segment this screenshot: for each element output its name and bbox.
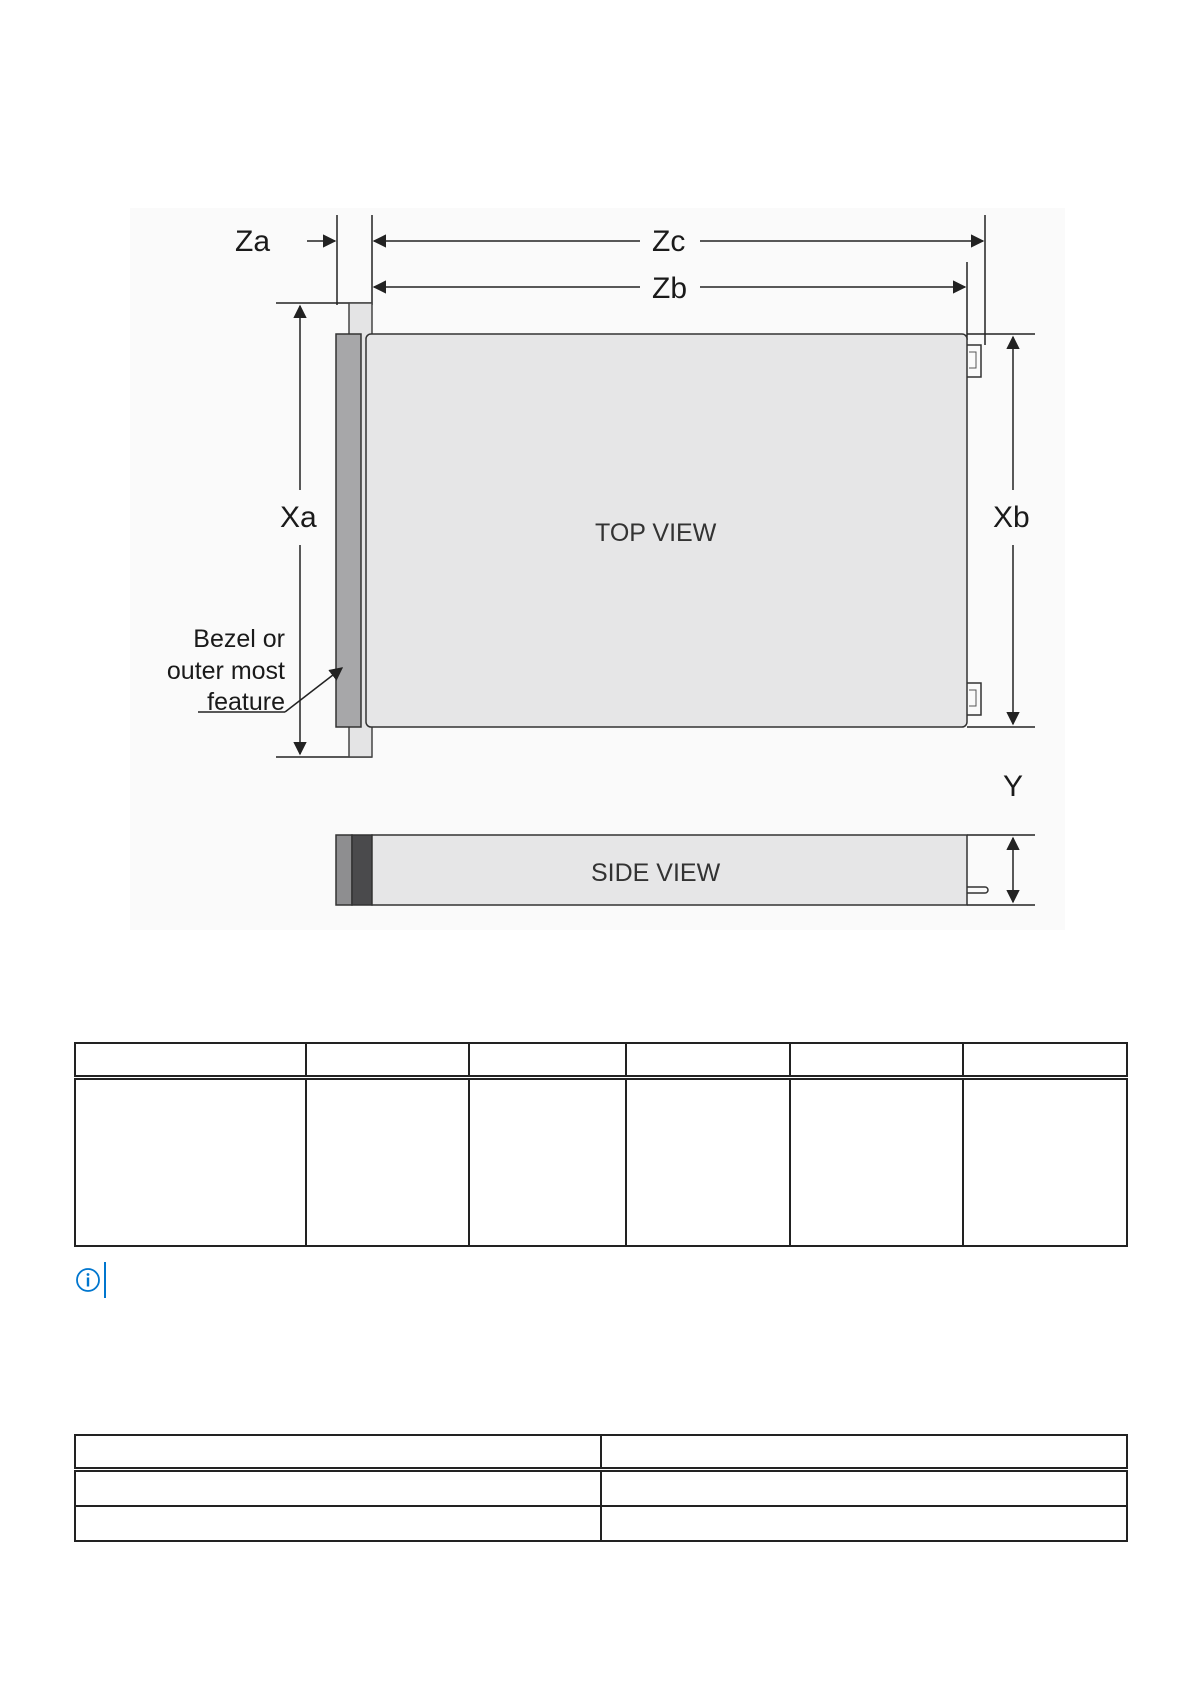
dimensions-cell <box>306 1078 469 1247</box>
bezel-top-view <box>336 334 361 727</box>
dimensions-cell <box>626 1078 790 1247</box>
table-row <box>75 1078 1127 1247</box>
dimensions-header-cell <box>75 1043 306 1078</box>
weight-table <box>74 1434 1128 1542</box>
table-row <box>75 1470 1127 1507</box>
info-icon <box>74 1266 102 1294</box>
dimensions-cell <box>75 1078 306 1247</box>
zb-label: Zb <box>652 272 688 305</box>
bezel-callout-line-1: Bezel or <box>193 625 285 653</box>
za-label: Za <box>235 225 271 258</box>
note-accent-bar <box>104 1262 106 1298</box>
weight-header-cell <box>75 1435 601 1470</box>
top-view-label: TOP VIEW <box>595 519 717 547</box>
dimensions-table <box>74 1042 1128 1247</box>
xb-label: Xb <box>993 501 1030 534</box>
table-row <box>75 1506 1127 1541</box>
weight-cell <box>75 1470 601 1507</box>
side-view-label: SIDE VIEW <box>591 859 721 887</box>
bezel-callout-line-2: outer most <box>166 657 285 685</box>
dimensions-header-cell <box>469 1043 626 1078</box>
weight-cell <box>75 1506 601 1541</box>
dimensions-cell <box>790 1078 963 1247</box>
y-label: Y <box>1003 770 1024 803</box>
bezel-callout-line-3: feature <box>207 688 285 716</box>
front-panel-side-view <box>352 835 372 905</box>
weight-cell <box>601 1506 1127 1541</box>
bezel-side-view <box>336 835 352 905</box>
xa-label: Xa <box>280 501 317 534</box>
note-callout <box>74 1262 114 1300</box>
dimensions-cell <box>469 1078 626 1247</box>
dimensions-header-cell <box>306 1043 469 1078</box>
dimensions-header-cell <box>626 1043 790 1078</box>
dimensions-table-header-row <box>75 1043 1127 1078</box>
zc-label: Zc <box>652 225 686 258</box>
dimensions-cell <box>963 1078 1127 1247</box>
dimensions-header-cell <box>963 1043 1127 1078</box>
weight-cell <box>601 1470 1127 1507</box>
weight-header-cell <box>601 1435 1127 1470</box>
weight-table-header-row <box>75 1435 1127 1470</box>
dimensions-header-cell <box>790 1043 963 1078</box>
